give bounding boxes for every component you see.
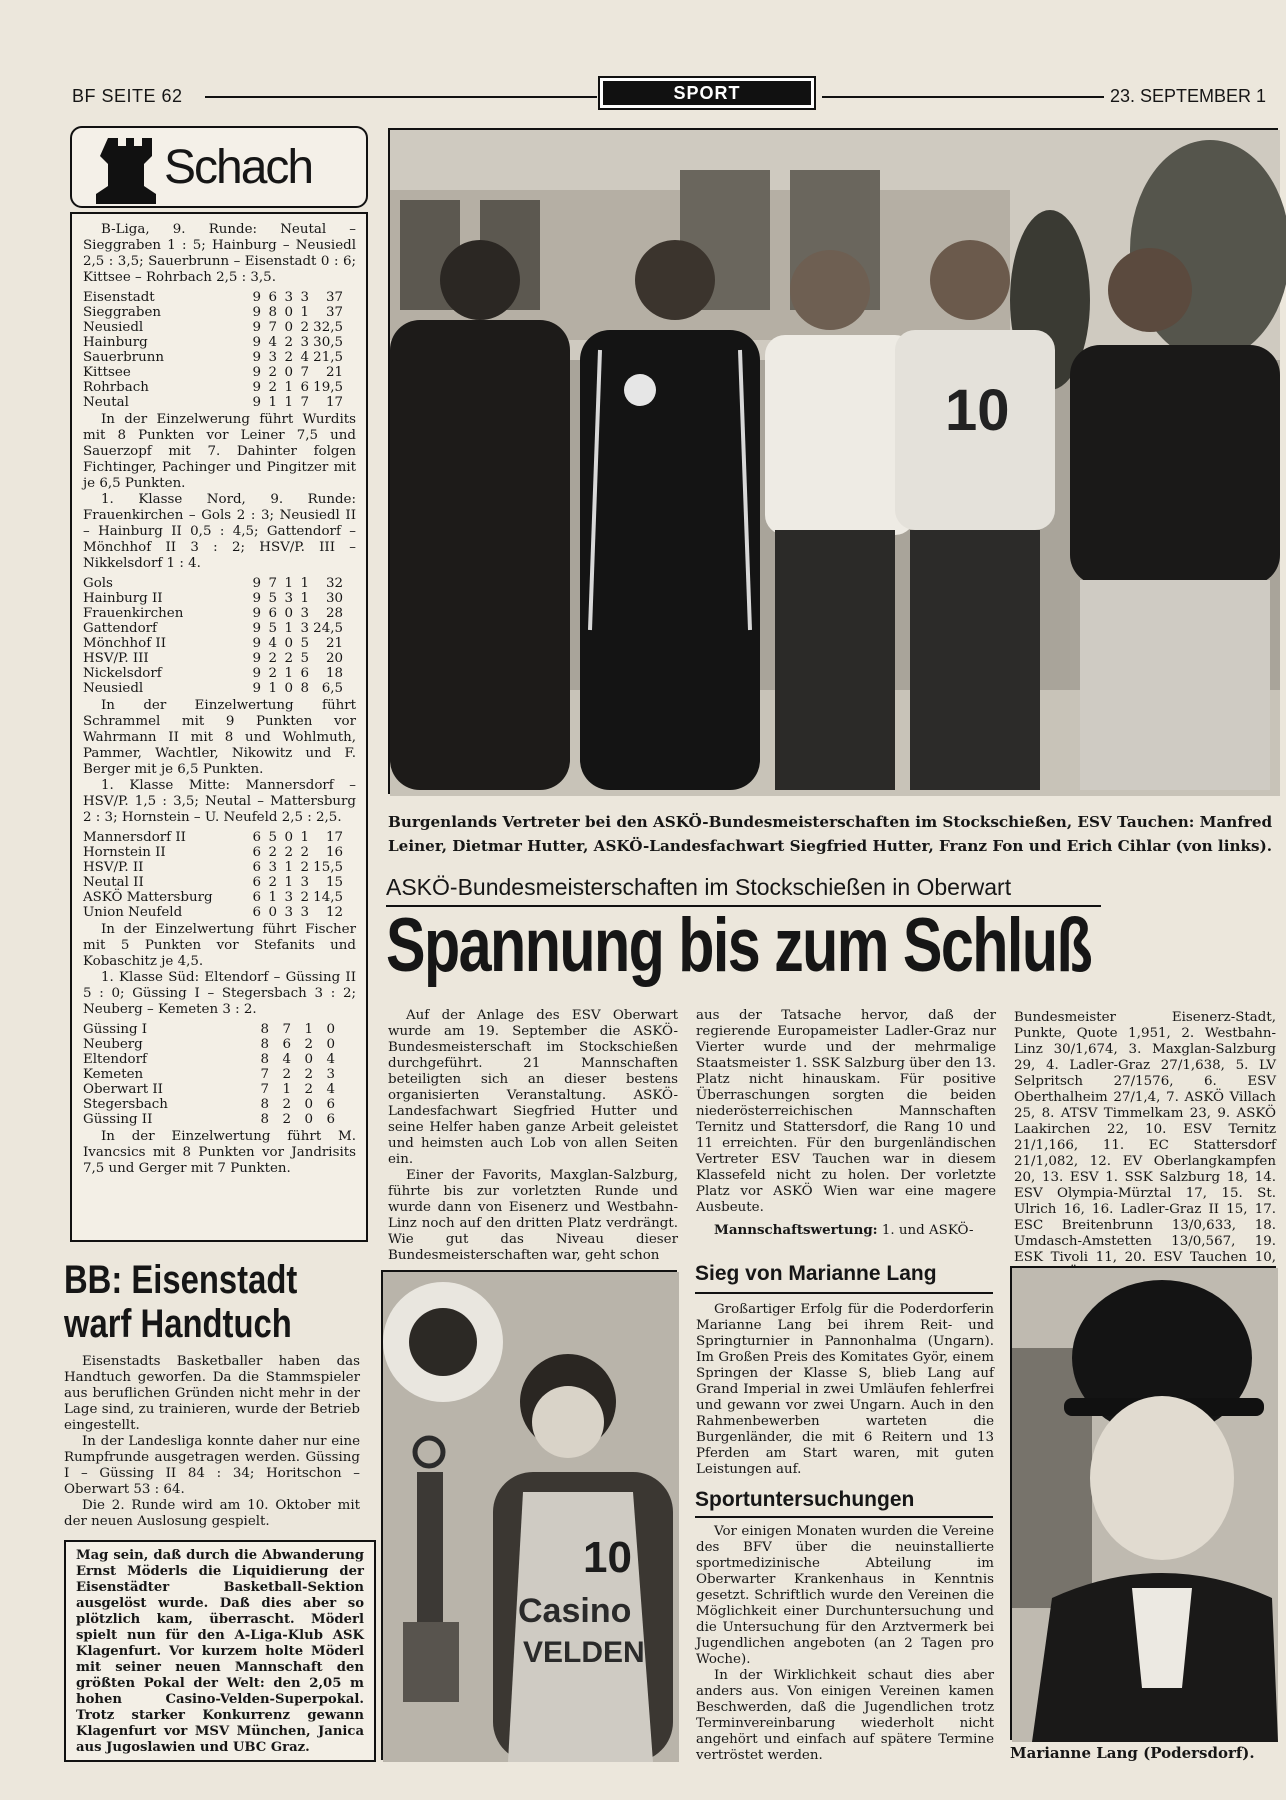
stat-cell: 5 [268,830,277,845]
stat-cell: 2 [282,1097,291,1112]
header-date: 23. SEPTEMBER 1 [1110,86,1267,106]
stat-cell: 8 [260,1022,269,1037]
stat-cell: 6 [252,860,261,875]
stat-cell: 1 [284,666,293,681]
mitte-intro: 1. Klasse Mitte: Mannersdorf – HSV/P. 1,5 : 3,5; Neutal – Mattersburg 2 : 3; Hornstein – U. Neufeld 2,5 : 2,5. [83,778,356,825]
stat-cell: 3 [284,591,293,606]
stat-cell: 7 [300,395,309,410]
team-name: Mannersdorf II [83,830,186,845]
stat-cell: 9 [252,591,261,606]
stat-cell: 0 [284,365,293,380]
team-name: HSV/P. III [83,651,149,666]
stat-cell: 0 [284,681,293,696]
stat-cell: 0 [326,1037,335,1052]
team-name: Eltendorf [83,1052,147,1067]
jersey-number: 10 [583,1533,632,1582]
stat-cell: 2 [300,320,309,335]
stock-col3-p1: Bundesmeister Eisenerz-Stadt, Punkte, Quote 1,951, 2. Westbahn-Linz 30/1,674, 3. Maxglan-Salzburg 29, 4. Ladler-Graz 27/1,638, 5. LV Selpritsch 27/1576, 6. ESV Oberthalheim 27/1,4, 7. ASKÖ Villach 25, 8. ATSV Timmelkam 23, 9. ASKÖ Laakirchen 22, 10. ESV Ternitz 21/1,166, 11. EC Stattersdorf 21/1,082, 12. EV Oberlangkampfen 20, 13. ESV 1. SSK Salzburg 18, 14. ESV Olympia-Mürztal 17, 15. St. Ulrich 16, 16. Ladler-Graz II 15, 17. ESC Breitenbrunn 13/0,633, 18. Umdasch-Amstetten 13/0,567, 19. ESK Tivoli 11, 20. ESV Tauchen 10, [1014,1010,1276,1265]
sued-table [83,1022,335,1127]
team-name: HSV/P. II [83,860,144,875]
team-name: Sieggraben [83,305,162,320]
stat-cell: 3 [268,860,277,875]
team-name: Neusiedl [83,681,144,696]
stat-cell: 5 [268,591,277,606]
stat-cell: 28 [325,606,343,621]
stat-cell: 5 [300,636,309,651]
sued-intro: 1. Klasse Süd: Eltendorf – Güssing II 5 : 0; Güssing I – Stegersbach 3 : 2; Neuberg – Kemeten 3 : 2. [83,970,356,1017]
stat-cell: 18 [325,666,343,681]
stat-cell: 1 [284,860,293,875]
stat-cell: 9 [252,335,261,350]
team-name: ASKÖ Mattersburg [83,890,213,905]
unters-text [696,1524,994,1764]
stat-cell: 9 [252,380,261,395]
team-name: Mönchhof II [83,636,166,651]
team-name: Hornstein II [83,845,166,860]
stat-cell: 3 [268,350,277,365]
stat-cell: 2 [268,380,277,395]
stat-cell: 9 [252,350,261,365]
stat-cell: 3 [284,890,293,905]
standings-row [83,681,343,696]
stat-cell: 2 [304,1037,313,1052]
stat-cell: 6 [300,380,309,395]
stat-cell: 3 [300,875,309,890]
jersey-line2: VELDEN [523,1636,645,1669]
standings-row [83,1022,335,1037]
bliga-einzel: In der Einzelwerung führt Wurdits mit 8 Punkten vor Leiner 7,5 und Sauerzopf mit 7. Dahinter folgen Fichtinger, Pachinger und Pingitzer mit je 6,5 Punkten. [83,412,356,491]
standings-row [83,305,343,320]
team-name: Kemeten [83,1067,144,1082]
stat-cell: 1 [268,395,277,410]
stat-cell: 1 [304,1022,313,1037]
stat-cell: 8 [260,1112,269,1127]
team-name: Nickelsdorf [83,666,162,681]
stat-cell: 37 [325,290,343,305]
section-badge [598,76,816,110]
team-name: Neuberg [83,1037,143,1052]
stat-cell: 9 [252,636,261,651]
team-name: Stegersbach [83,1097,168,1112]
stat-cell: 7 [268,320,277,335]
rider-photo [1010,1266,1276,1740]
unters-p1: Vor einigen Monaten wurden die Vereine des BFV über die neuinstallierte sportmedizinische Abteilung im Oberwarter Krankenhaus in Kenntnis gesetzt. Schriftlich wurde den Vereinen die Möglichkeit einer Durchuntersuchung und die Untersuchung für den Arztvermerk bei Jugendlichen angeboten (an 2 Tagen pro Woche). [696,1524,994,1667]
stat-cell: 6 [326,1097,335,1112]
stat-cell: 0 [284,636,293,651]
stat-cell: 7 [260,1067,269,1082]
page-label: BF SEITE 62 [72,86,183,106]
jersey-line1: Casino [518,1592,632,1630]
stat-cell: 1 [300,305,309,320]
stat-cell: 8 [268,305,277,320]
unters-headline: Sportuntersuchungen [695,1488,915,1511]
team-name: Rohrbach [83,380,149,395]
standings-row [83,621,343,636]
bliga-intro: B-Liga, 9. Runde: Neutal – Sieggraben 1 : 5; Hainburg – Neusiedl 2,5 : 3,5; Sauerbrunn – Eisenstadt 0 : 6; Kittsee – Rohrbach 2,5 : 3,5. [83,222,356,285]
standings-row [83,905,343,920]
stat-cell: 6 [252,905,261,920]
stat-cell: 2 [284,350,293,365]
standings-row [83,1052,335,1067]
person-4 [930,240,1010,320]
team-name: Neusiedl [83,320,144,335]
unters-p2: In der Wirklichkeit schaut dies aber anders aus. Von einigen Vereinen kamen Beschwerden, daß die Jugendlichen trotz Terminvereinbarung wiederholt nicht angehört und einfach auf spätere Termine vertröstet werden. [696,1668,994,1763]
stat-cell: 37 [325,305,343,320]
person-2 [635,240,715,320]
team-name: Güssing I [83,1022,148,1037]
stock-wertung-tail: 1. und ASKÖ- [881,1223,974,1238]
stock-col2-p2 [696,1222,996,1239]
stat-cell: 2 [268,875,277,890]
stock-col-2 [696,1008,996,1239]
basketball-photo-illustration [383,1272,679,1762]
stat-cell: 4 [268,636,277,651]
stat-cell: 9 [252,395,261,410]
stat-cell: 9 [252,681,261,696]
rider-photo-illustration [1012,1268,1278,1742]
standings-row [83,860,343,875]
standings-row [83,380,343,395]
stat-cell: 8 [300,681,309,696]
team-photo-illustration [390,130,1280,796]
stat-cell: 21 [325,636,343,651]
standings-row [83,290,343,305]
stat-cell: 2 [284,845,293,860]
stat-cell: 9 [252,290,261,305]
stat-cell: 1 [284,875,293,890]
standings-row [83,666,343,681]
stat-cell: 3 [300,621,309,636]
stat-cell: 15 [325,875,343,890]
stat-cell: 3 [300,606,309,621]
team-name: Eisenstadt [83,290,155,305]
stat-cell: 0 [284,606,293,621]
standings-row [83,1067,335,1082]
stat-cell: 4 [326,1082,335,1097]
team-name: Güssing II [83,1112,153,1127]
header-rule-left [205,96,597,98]
standings-row [83,606,343,621]
stat-cell: 19,5 [313,380,343,395]
bb-p2: In der Landesliga konnte daher nur eine Rumpfrunde ausgetragen werden. Güssing I – Güssing II 84 : 34; Horitschon – Oberwart 53 : 64. [64,1434,360,1497]
stat-cell: 6 [252,845,261,860]
stat-cell: 2 [304,1067,313,1082]
team-name: Oberwart II [83,1082,163,1097]
stock-col2-p1: aus der Tatsache hervor, daß der regierende Europameister Ladler-Graz nur Vierter wurde und der mehrmalige Staatsmeister 1. SSK Salzburg über den 13. Platz nicht hinauskam. Für positive Überraschungen sorgten die beiden niederösterreichischen Mannschaften Ternitz und Stattersdorf, die Rang 10 und 11 erreichten. Für den burgenländischen Vertreter ESV Tauchen war in diesem Klassefeld nicht zu holen. Der vorletzte Platz vor ASKÖ Wien war eine magere Ausbeute. [696,1008,996,1215]
stat-cell: 1 [284,395,293,410]
stat-cell: 7 [268,576,277,591]
stock-col1-p1: Auf der Anlage des ESV Oberwart wurde am 19. September die ASKÖ-Bundesmeisterschaft im Stockschießen durchgeführt. 21 Mannschaften beteiligten sich an dieser bestens organisierten Veranstaltung. ASKÖ-Landesfachwart Siegfried Hutter und seine Helfer haben ganze Arbeit geleistet und heimsten auch Lob von allen Seiten ein. [388,1008,678,1167]
stat-cell: 7 [260,1082,269,1097]
nord-table [83,576,343,696]
bb-p1: Eisenstadts Basketballer haben das Handtuch geworfen. Da die Stammspieler aus beruflichen Gründen nicht mehr in der Lage sind, zu trainieren, wurde der Betrieb eingestellt. [64,1354,360,1433]
team-name: Neutal [83,395,129,410]
stat-cell: 2 [304,1082,313,1097]
stat-cell: 5 [268,621,277,636]
stat-cell: 9 [252,651,261,666]
header-rule-right [822,96,1104,98]
stat-cell: 3 [300,905,309,920]
stat-cell: 15,5 [313,860,343,875]
stat-cell: 9 [252,576,261,591]
stat-cell: 8 [260,1097,269,1112]
standings-row [83,636,343,651]
stat-cell: 7 [282,1022,291,1037]
stock-headline: Spannung bis zum Schluß [386,903,1092,988]
stat-cell: 32 [325,576,343,591]
stat-cell: 1 [268,681,277,696]
stat-cell: 9 [252,305,261,320]
stat-cell: 6 [252,830,261,845]
stock-col1-p2: Einer der Favorits, Maxglan-Salzburg, führte bis zur vorletzten Runde und wurde dann von Eisenerz und Westbahn-Linz noch auf den dritten Platz verdrängt. Wie gut das Niveau dieser Bundesmeisterschaften war, geht schon [388,1168,678,1263]
stat-cell: 17 [325,395,343,410]
team-name: Union Neufeld [83,905,183,920]
stat-cell: 9 [252,365,261,380]
stat-cell: 0 [284,830,293,845]
lang-p1: Großartiger Erfolg für die Poderdorferin Marianne Lang bei ihrem Reit- und Springturnier in Pannonhalma (Ungarn). Im Großen Preis des Komitates Györ, einem Springen der Klasse S, blieb Lang auf Grand Imperial in zwei Umläufen fehlerfrei und gewann vor zwei Ungarn. Auch in den Rahmenbewerben warteten die Burgenländer, die mit 6 Reitern und 13 Pferden am Start waren, mit guten Leistungen auf. [696,1302,994,1477]
stat-cell: 2 [282,1112,291,1127]
stat-cell: 0 [304,1112,313,1127]
standings-row [83,320,343,335]
rider-caption: Marianne Lang (Podersdorf). [1010,1744,1255,1762]
team-name: Gattendorf [83,621,157,636]
stat-cell: 2 [300,860,309,875]
stat-cell: 3 [326,1067,335,1082]
stat-cell: 9 [252,666,261,681]
stat-cell: 6 [326,1112,335,1127]
standings-row [83,1097,335,1112]
stat-cell: 1 [300,591,309,606]
stat-cell: 8 [260,1052,269,1067]
stat-cell: 9 [252,320,261,335]
person-1 [440,240,520,320]
stock-col-1 [388,1008,678,1264]
stat-cell: 1 [300,576,309,591]
chess-rook-icon [98,130,162,206]
team-name: Gols [83,576,113,591]
bb-p3: Die 2. Runde wird am 10. Oktober mit der neuen Auslosung gespielt. [64,1498,360,1529]
stat-cell: 2 [268,666,277,681]
stat-cell: 4 [282,1052,291,1067]
mitte-table [83,830,343,920]
stat-cell: 24,5 [313,621,343,636]
section-title: SPORT [603,81,811,105]
lang-headline: Sieg von Marianne Lang [695,1262,937,1285]
stat-cell: 3 [284,290,293,305]
stat-cell: 2 [284,651,293,666]
standings-row [83,875,343,890]
stat-cell: 9 [252,621,261,636]
lang-text [696,1302,994,1478]
team-photo-caption: Burgenlands Vertreter bei den ASKÖ-Bundesmeisterschaften im Stockschießen, ESV Tauchen: Manfred Leiner, Dietmar Hutter, ASKÖ-Landesfachwart Siegfried Hutter, Franz Fon und Erich Cihlar (von links). [388,813,1273,855]
bb-box-text: Mag sein, daß durch die Abwanderung Ernst Möderls die Liquidierung der Eisenstädter Basketball-Sektion ausgelöst wurde. Daß dies aber so plötzlich kam, überrascht. Möderl spielt nun für den A-Liga-Klub ASK Klagenfurt. Vor kurzem holte Möderl mit seiner neuen Mannschaft den größten Pokal der Welt: den 2,05 m hohen Casino-Velden-Superpokal. Trotz starker Konkurrenz gewann Klagenfurt vor MSV München, Janica aus Jugoslawien und UBC Graz. [76,1548,364,1755]
stat-cell: 2 [268,845,277,860]
team-name: Sauerbrunn [83,350,164,365]
team-name: Hainburg [83,335,148,350]
stat-cell: 1 [284,621,293,636]
stat-cell: 3 [300,290,309,305]
stat-cell: 17 [325,830,343,845]
stat-cell: 7 [300,365,309,380]
standings-row [83,350,343,365]
team-name: Frauenkirchen [83,606,184,621]
standings-row [83,395,343,410]
stat-cell: 6 [252,890,261,905]
stat-cell: 3 [300,335,309,350]
schach-column [70,212,368,1242]
stat-cell: 1 [284,576,293,591]
stat-cell: 6 [252,875,261,890]
standings-row [83,651,343,666]
person-3 [790,250,870,330]
stat-cell: 1 [284,380,293,395]
standings-row [83,1082,335,1097]
standings-row [83,335,343,350]
nord-einzel: In der Einzelwertung führt Schrammel mit 9 Punkten vor Wahrmann II mit 8 und Wohlmuth, Pammer, Wachtler, Nikowitz und F. Berger mit je 6,5 Punkten. [83,698,356,777]
lang-rule [695,1292,993,1294]
bb-box [64,1540,376,1762]
standings-row [83,830,343,845]
stat-cell: 30 [325,591,343,606]
stat-cell: 4 [268,335,277,350]
person-5 [1108,248,1192,332]
stock-col-3 [1014,1010,1276,1265]
stat-cell: 6 [268,290,277,305]
bb-text [64,1354,360,1530]
stat-cell: 9 [252,606,261,621]
stat-cell: 4 [326,1052,335,1067]
bliga-table [83,290,343,410]
stat-cell: 2 [300,845,309,860]
stat-cell: 6 [282,1037,291,1052]
stat-cell: 3 [284,905,293,920]
basketball-photo [381,1270,677,1760]
nord-intro: 1. Klasse Nord, 9. Runde: Frauenkirchen – Gols 2 : 3; Neusiedl II – Hainburg II 0,5 : 4,5; Gattendorf – Mönchhof II 3 : 2; HSV/P. III – Nikkelsdorf 1 : 4. [83,492,356,571]
stat-cell: 1 [268,890,277,905]
schach-logo-box [70,126,368,208]
stat-cell: 0 [304,1052,313,1067]
standings-row [83,1037,335,1052]
standings-row [83,576,343,591]
stat-cell: 12 [325,905,343,920]
team-photo [388,128,1278,794]
stat-cell: 0 [268,905,277,920]
stat-cell: 6 [268,606,277,621]
stat-cell: 21,5 [313,350,343,365]
bb-headline-2: warf Handtuch [64,1302,292,1346]
standings-row [83,591,343,606]
standings-row [83,890,343,905]
stat-cell: 6,5 [321,681,343,696]
stat-cell: 1 [300,830,309,845]
stat-cell: 6 [300,666,309,681]
stat-cell: 5 [300,651,309,666]
stat-cell: 8 [260,1037,269,1052]
shirt-number: 10 [945,378,1010,443]
standings-row [83,365,343,380]
stat-cell: 32,5 [313,320,343,335]
sued-einzel: In der Einzelwertung führt M. Ivancsics mit 8 Punkten vor Jandrisits 7,5 und Gerger mit 7 Punkten. [83,1129,356,1176]
stat-cell: 0 [304,1097,313,1112]
team-name: Hainburg II [83,591,163,606]
stock-wertung-label: Mannschaftswertung: [714,1222,878,1238]
stat-cell: 14,5 [313,890,343,905]
standings-row [83,1112,335,1127]
stat-cell: 2 [282,1067,291,1082]
bb-headline-1: BB: Eisenstadt [64,1258,298,1302]
stat-cell: 16 [325,845,343,860]
stat-cell: 0 [284,305,293,320]
stat-cell: 2 [284,335,293,350]
standings-row [83,845,343,860]
stat-cell: 4 [300,350,309,365]
stat-cell: 21 [325,365,343,380]
stat-cell: 2 [268,365,277,380]
mitte-einzel: In der Einzelwertung führt Fischer mit 5 Punkten vor Stefanits und Kobaschitz je 4,5. [83,922,356,969]
stat-cell: 0 [326,1022,335,1037]
stat-cell: 30,5 [313,335,343,350]
stock-kicker: ASKÖ-Bundesmeisterschaften im Stockschießen in Oberwart [386,874,1012,900]
unters-rule [695,1516,993,1518]
stat-cell: 2 [268,651,277,666]
stat-cell: 2 [300,890,309,905]
stat-cell: 1 [282,1082,291,1097]
schach-logo-text: Schach [164,141,313,194]
team-name: Kittsee [83,365,131,380]
stat-cell: 0 [284,320,293,335]
team-name: Neutal II [83,875,144,890]
stat-cell: 20 [325,651,343,666]
